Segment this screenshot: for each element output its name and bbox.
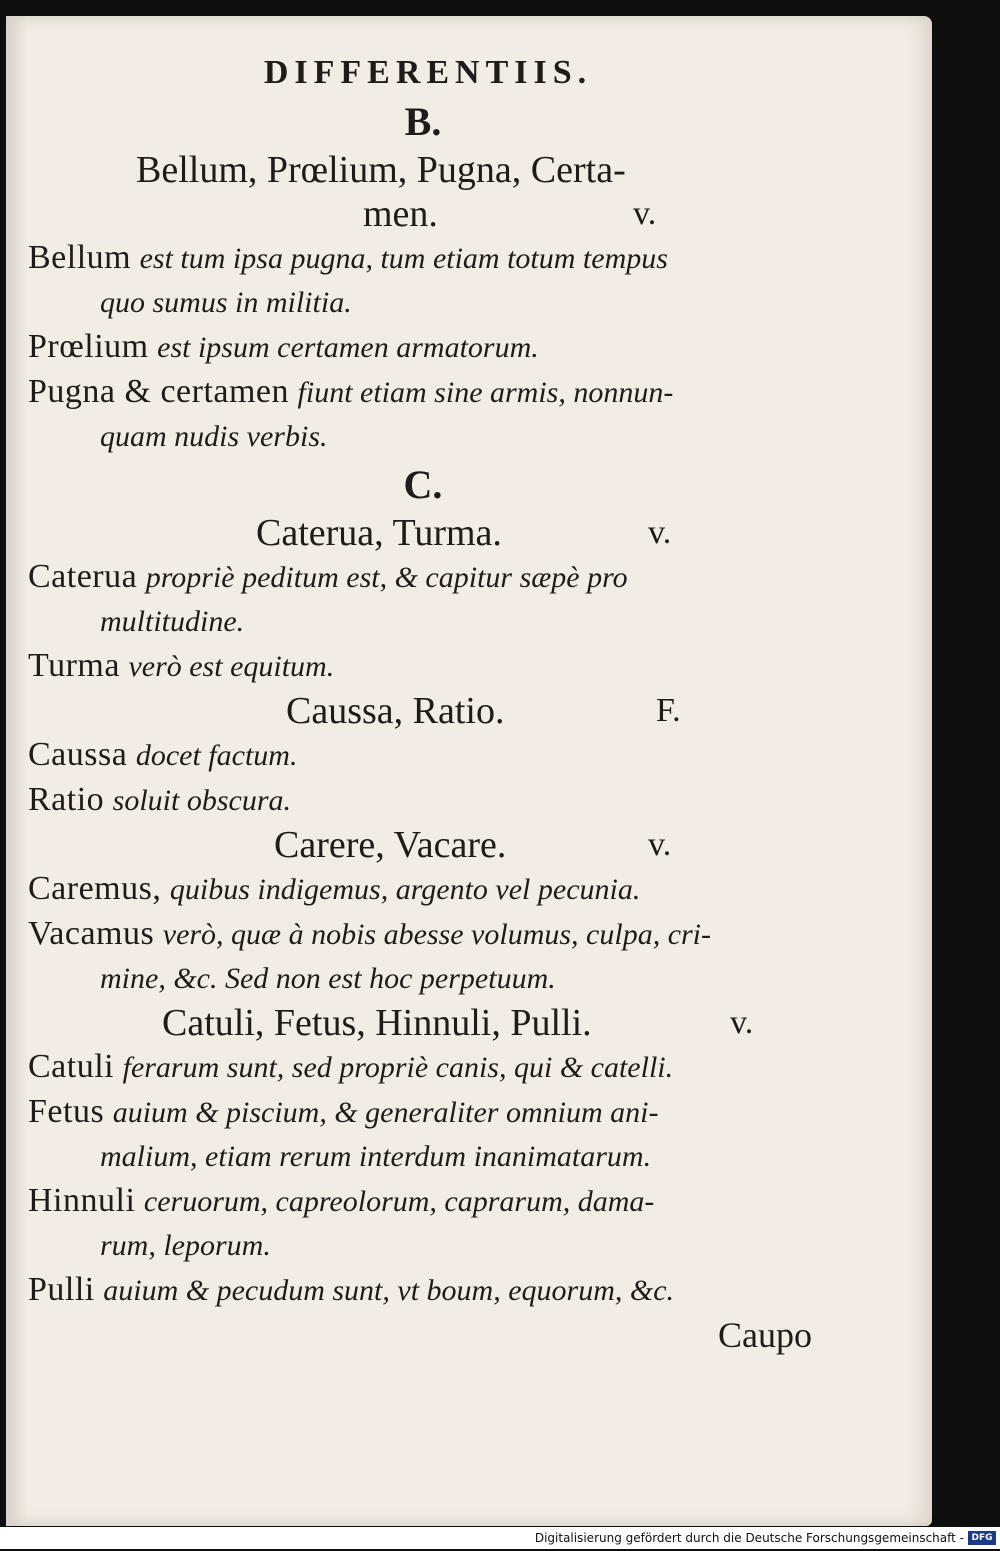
definition-entry [28,1179,818,1268]
dfg-logo: DFG [968,1531,996,1545]
entry-definition: auium & piscium, & generaliter omnium ani- [112,1096,659,1129]
entry-definition: auium & pecudum sunt, vt boum, equorum, &c. [103,1274,675,1307]
entry-definition: propriè peditum est, & capitur sæpè pro [145,561,628,594]
entry-definition: est tum ipsa pugna, tum etiam totum tempus [139,242,668,275]
definition-entry [28,912,818,1001]
entry-term: Turma [28,647,120,684]
heading-mark: F. [656,692,681,729]
entry-term: Caussa [28,736,128,773]
heading-text: Caterua, Turma. [256,512,502,554]
entry-group-heading [28,192,818,236]
heading-mark: v. [633,195,657,232]
entry-term: Pulli [28,1271,95,1308]
entry-continuation: malium, etiam rerum interdum inanimatarum. [100,1140,652,1173]
entry-continuation: quam nudis verbis. [100,420,328,453]
section-letter: C. [403,462,443,507]
entry-term: Caterua [28,558,138,595]
entry-definition: verò est equitum. [128,650,335,683]
entry-continuation: quo sumus in militia. [100,286,352,319]
heading-text: Bellum, Prœlium, Pugna, Certa- [136,149,626,191]
heading-text: Catuli, Fetus, Hinnuli, Pulli. [162,1002,592,1044]
heading-text: Caussa, Ratio. [286,690,505,732]
footer-credit-text: Digitalisierung gefördert durch die Deutsche Forschungsgemeinschaft - [534,1531,964,1545]
page-gutter-shadow [6,16,28,1526]
heading-text: men. [363,193,438,235]
entry-definition: ferarum sunt, sed propriè canis, qui & catelli. [122,1051,674,1084]
digitization-footer [0,1527,1000,1549]
heading-mark: v. [648,514,672,551]
definition-entry [28,644,818,689]
entry-term: Ratio [28,781,105,818]
page-text-block [28,50,818,1357]
running-header: DIFFERENTIIS. [263,54,593,91]
definition-entry [28,325,818,370]
entry-term: Vacamus [28,915,155,952]
entry-term: Hinnuli [28,1182,136,1219]
entry-term: Caremus, [28,870,162,907]
entry-definition: verò, quæ à nobis abesse volumus, culpa, cri- [162,918,712,951]
definition-entry [28,867,818,912]
heading-text: Carere, Vacare. [274,824,507,866]
entry-group-heading [28,511,818,555]
catchword: Caupo [718,1315,812,1355]
entry-continuation: mine, &c. Sed non est hoc perpetuum. [100,962,556,995]
definition-entry [28,1045,818,1090]
entry-term: Prœlium [28,328,149,365]
entry-definition: docet factum. [135,739,298,772]
definition-entry [28,778,818,823]
entry-term: Pugna & certamen [28,373,290,410]
entry-group-heading [28,148,818,192]
dictionary-sections [28,96,818,1313]
entry-definition: quibus indigemus, argento vel pecunia. [169,873,641,906]
definition-entry [28,370,818,459]
definition-entry [28,733,818,778]
entry-group-heading [28,689,818,733]
section-letter: B. [404,99,442,144]
entry-continuation: multitudine. [100,605,245,638]
entry-continuation: rum, leporum. [100,1229,271,1262]
entry-term: Fetus [28,1093,105,1130]
entry-definition: ceruorum, capreolorum, caprarum, dama- [143,1185,655,1218]
entry-term: Bellum [28,239,132,276]
entry-group-heading [28,1001,818,1045]
entry-group-heading [28,823,818,867]
definition-entry [28,555,818,644]
entry-definition: soluit obscura. [112,784,292,817]
definition-entry [28,1268,818,1313]
heading-mark: v. [648,826,672,863]
definition-entry [28,1090,818,1179]
entry-definition: est ipsum certamen armatorum. [157,331,539,364]
definition-entry [28,236,818,325]
heading-mark: v. [730,1004,754,1041]
entry-term: Catuli [28,1048,115,1085]
entry-definition: fiunt etiam sine armis, nonnun- [297,376,674,409]
